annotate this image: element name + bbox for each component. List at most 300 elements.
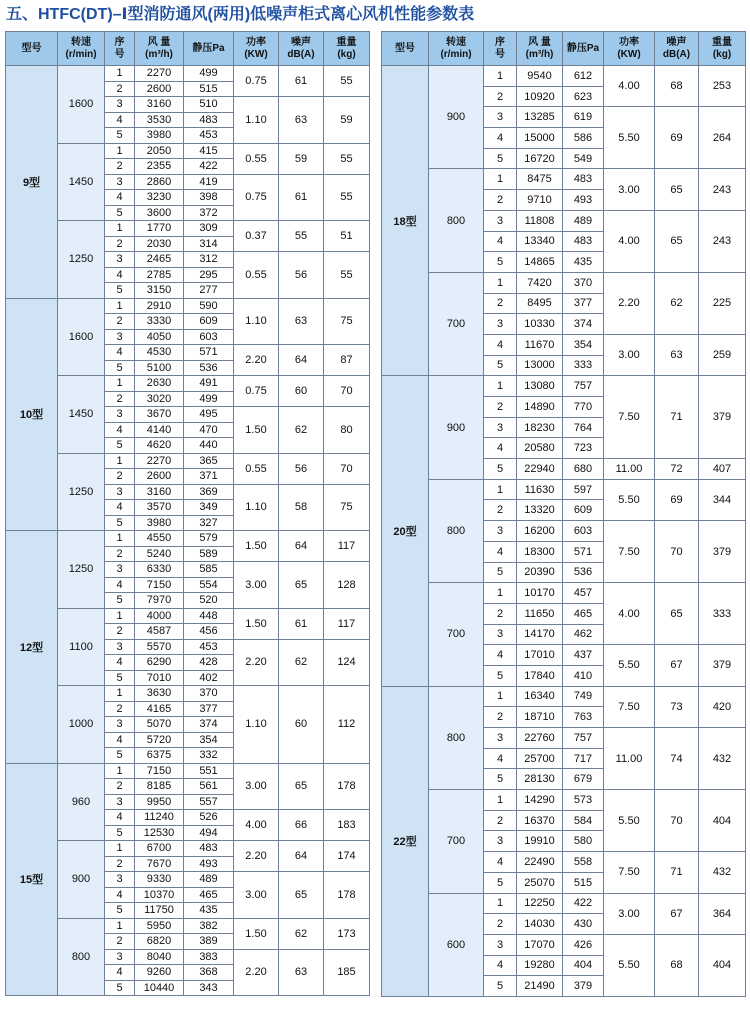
table-row <box>382 376 746 397</box>
flow-cell: 3980 <box>135 128 184 144</box>
pressure-cell: 374 <box>184 717 234 733</box>
left-spec-table <box>5 31 370 996</box>
seq-cell: 5 <box>105 438 135 454</box>
flow-cell: 17010 <box>517 645 563 666</box>
header-pressure: 静压Pa <box>184 32 234 66</box>
power-cell: 11.00 <box>604 728 655 790</box>
flow-cell: 5950 <box>135 918 184 934</box>
flow-cell: 14030 <box>517 914 563 935</box>
pressure-cell: 580 <box>563 831 604 852</box>
speed-cell: 1450 <box>58 376 105 454</box>
speed-cell: 1450 <box>58 143 105 221</box>
weight-cell: 379 <box>699 376 746 459</box>
noise-cell: 61 <box>279 608 324 639</box>
noise-cell: 62 <box>279 918 324 949</box>
seq-cell: 1 <box>484 169 517 190</box>
seq-cell: 3 <box>105 562 135 578</box>
noise-cell: 61 <box>279 66 324 97</box>
pressure-cell: 371 <box>184 469 234 485</box>
seq-cell: 2 <box>484 397 517 418</box>
table-row <box>6 841 370 857</box>
noise-cell: 64 <box>279 841 324 872</box>
flow-cell: 10170 <box>517 583 563 604</box>
pressure-cell: 327 <box>184 515 234 531</box>
pressure-cell: 749 <box>563 686 604 707</box>
pressure-cell: 554 <box>184 577 234 593</box>
seq-cell: 4 <box>105 190 135 206</box>
seq-cell: 5 <box>484 459 517 480</box>
speed-cell: 960 <box>58 763 105 841</box>
pressure-cell: 623 <box>563 86 604 107</box>
seq-cell: 3 <box>484 417 517 438</box>
noise-cell: 60 <box>279 686 324 764</box>
seq-cell: 5 <box>105 980 135 996</box>
pressure-cell: 398 <box>184 190 234 206</box>
header-flow: 风 量 (m³/h) <box>517 32 563 66</box>
power-cell: 4.00 <box>604 66 655 107</box>
flow-cell: 16370 <box>517 810 563 831</box>
seq-cell: 1 <box>105 763 135 779</box>
flow-cell: 18710 <box>517 707 563 728</box>
flow-cell: 13320 <box>517 500 563 521</box>
pressure-cell: 295 <box>184 267 234 283</box>
seq-cell: 5 <box>105 205 135 221</box>
flow-cell: 6330 <box>135 562 184 578</box>
speed-cell: 800 <box>429 169 484 272</box>
flow-cell: 11808 <box>517 210 563 231</box>
seq-cell: 1 <box>105 686 135 702</box>
flow-cell: 15000 <box>517 128 563 149</box>
flow-cell: 4140 <box>135 422 184 438</box>
pressure-cell: 680 <box>563 459 604 480</box>
noise-cell: 63 <box>655 334 699 375</box>
seq-cell: 5 <box>484 562 517 583</box>
pressure-cell: 422 <box>184 159 234 175</box>
weight-cell: 185 <box>324 949 370 996</box>
flow-cell: 12250 <box>517 893 563 914</box>
pressure-cell: 333 <box>563 355 604 376</box>
flow-cell: 2630 <box>135 376 184 392</box>
pressure-cell: 453 <box>184 128 234 144</box>
pressure-cell: 465 <box>184 887 234 903</box>
pressure-cell: 536 <box>184 360 234 376</box>
table-row <box>6 221 370 237</box>
noise-cell: 62 <box>279 639 324 686</box>
weight-cell: 174 <box>324 841 370 872</box>
pressure-cell: 573 <box>563 790 604 811</box>
seq-cell: 1 <box>105 143 135 159</box>
pressure-cell: 493 <box>184 856 234 872</box>
table-row <box>382 272 746 293</box>
seq-cell: 5 <box>105 128 135 144</box>
seq-cell: 4 <box>105 887 135 903</box>
flow-cell: 16200 <box>517 521 563 542</box>
flow-cell: 4620 <box>135 438 184 454</box>
pressure-cell: 571 <box>184 345 234 361</box>
seq-cell: 1 <box>105 221 135 237</box>
seq-cell: 5 <box>484 148 517 169</box>
seq-cell: 1 <box>484 893 517 914</box>
pressure-cell: 757 <box>563 728 604 749</box>
noise-cell: 73 <box>655 686 699 727</box>
weight-cell: 243 <box>699 169 746 210</box>
pressure-cell: 549 <box>563 148 604 169</box>
weight-cell: 333 <box>699 583 746 645</box>
header-flow: 风 量 (m³/h) <box>135 32 184 66</box>
seq-cell: 1 <box>484 66 517 87</box>
right-spec-table <box>381 31 746 997</box>
pressure-cell: 723 <box>563 438 604 459</box>
power-cell: 2.20 <box>234 345 279 376</box>
pressure-cell: 483 <box>184 841 234 857</box>
pressure-cell: 558 <box>563 852 604 873</box>
header-noise: 噪声 dB(A) <box>655 32 699 66</box>
flow-cell: 20580 <box>517 438 563 459</box>
pressure-cell: 349 <box>184 500 234 516</box>
seq-cell: 3 <box>484 831 517 852</box>
pressure-cell: 571 <box>563 541 604 562</box>
seq-cell: 2 <box>484 914 517 935</box>
pressure-cell: 419 <box>184 174 234 190</box>
seq-cell: 2 <box>105 469 135 485</box>
seq-cell: 4 <box>484 128 517 149</box>
flow-cell: 11750 <box>135 903 184 919</box>
seq-cell: 5 <box>484 769 517 790</box>
flow-cell: 4050 <box>135 329 184 345</box>
noise-cell: 69 <box>655 479 699 520</box>
pressure-cell: 717 <box>563 748 604 769</box>
flow-cell: 4550 <box>135 531 184 547</box>
seq-cell: 2 <box>105 391 135 407</box>
power-cell: 1.10 <box>234 298 279 345</box>
noise-cell: 74 <box>655 728 699 790</box>
pressure-cell: 597 <box>563 479 604 500</box>
seq-cell: 3 <box>484 624 517 645</box>
speed-cell: 700 <box>429 583 484 686</box>
table-row <box>382 893 746 914</box>
table-row <box>382 583 746 604</box>
pressure-cell: 536 <box>563 562 604 583</box>
power-cell: 0.75 <box>234 66 279 97</box>
power-cell: 3.00 <box>604 169 655 210</box>
flow-cell: 2030 <box>135 236 184 252</box>
flow-cell: 10370 <box>135 887 184 903</box>
weight-cell: 225 <box>699 272 746 334</box>
noise-cell: 65 <box>279 763 324 810</box>
weight-cell: 183 <box>324 810 370 841</box>
model-cell: 12型 <box>6 531 58 764</box>
pressure-cell: 382 <box>184 918 234 934</box>
pressure-cell: 456 <box>184 624 234 640</box>
noise-cell: 72 <box>655 459 699 480</box>
pressure-cell: 489 <box>184 872 234 888</box>
seq-cell: 4 <box>105 267 135 283</box>
power-cell: 5.50 <box>604 107 655 169</box>
flow-cell: 9710 <box>517 190 563 211</box>
seq-cell: 4 <box>484 541 517 562</box>
noise-cell: 60 <box>279 376 324 407</box>
pressure-cell: 499 <box>184 391 234 407</box>
flow-cell: 16720 <box>517 148 563 169</box>
table-row <box>6 66 370 82</box>
seq-cell: 3 <box>105 949 135 965</box>
seq-cell: 1 <box>484 790 517 811</box>
noise-cell: 70 <box>655 790 699 852</box>
flow-cell: 11240 <box>135 810 184 826</box>
seq-cell: 2 <box>484 190 517 211</box>
flow-cell: 7670 <box>135 856 184 872</box>
flow-cell: 7010 <box>135 670 184 686</box>
flow-cell: 22940 <box>517 459 563 480</box>
flow-cell: 25070 <box>517 872 563 893</box>
model-cell: 22型 <box>382 686 429 996</box>
speed-cell: 1250 <box>58 531 105 609</box>
model-cell: 20型 <box>382 376 429 686</box>
flow-cell: 6700 <box>135 841 184 857</box>
power-cell: 1.50 <box>234 407 279 454</box>
flow-cell: 19910 <box>517 831 563 852</box>
flow-cell: 2860 <box>135 174 184 190</box>
flow-cell: 8495 <box>517 293 563 314</box>
pressure-cell: 579 <box>184 531 234 547</box>
seq-cell: 2 <box>484 500 517 521</box>
noise-cell: 62 <box>279 407 324 454</box>
seq-cell: 2 <box>484 603 517 624</box>
seq-cell: 4 <box>105 577 135 593</box>
flow-cell: 17840 <box>517 665 563 686</box>
seq-cell: 3 <box>484 521 517 542</box>
noise-cell: 71 <box>655 852 699 893</box>
seq-cell: 4 <box>105 345 135 361</box>
pressure-cell: 377 <box>563 293 604 314</box>
seq-cell: 1 <box>105 531 135 547</box>
noise-cell: 56 <box>279 453 324 484</box>
flow-cell: 2270 <box>135 66 184 82</box>
weight-cell: 117 <box>324 608 370 639</box>
pressure-cell: 603 <box>563 521 604 542</box>
flow-cell: 11630 <box>517 479 563 500</box>
noise-cell: 70 <box>655 521 699 583</box>
header-speed: 转速 (r/min) <box>58 32 105 66</box>
pressure-cell: 372 <box>184 205 234 221</box>
table-row <box>6 453 370 469</box>
pressure-cell: 757 <box>563 376 604 397</box>
weight-cell: 55 <box>324 174 370 221</box>
flow-cell: 9260 <box>135 965 184 981</box>
seq-cell: 2 <box>484 707 517 728</box>
power-cell: 0.75 <box>234 174 279 221</box>
pressure-cell: 462 <box>563 624 604 645</box>
power-cell: 0.55 <box>234 252 279 299</box>
seq-cell: 3 <box>105 252 135 268</box>
pressure-cell: 483 <box>563 169 604 190</box>
flow-cell: 9330 <box>135 872 184 888</box>
pressure-cell: 370 <box>184 686 234 702</box>
speed-cell: 800 <box>429 686 484 789</box>
power-cell: 11.00 <box>604 459 655 480</box>
flow-cell: 22760 <box>517 728 563 749</box>
pressure-cell: 561 <box>184 779 234 795</box>
seq-cell: 4 <box>484 334 517 355</box>
pressure-cell: 309 <box>184 221 234 237</box>
model-cell: 15型 <box>6 763 58 996</box>
weight-cell: 344 <box>699 479 746 520</box>
power-cell: 7.50 <box>604 852 655 893</box>
seq-cell: 5 <box>484 665 517 686</box>
pressure-cell: 603 <box>184 329 234 345</box>
seq-cell: 5 <box>105 748 135 764</box>
pressure-cell: 495 <box>184 407 234 423</box>
header-seq: 序 号 <box>105 32 135 66</box>
flow-cell: 14890 <box>517 397 563 418</box>
seq-cell: 1 <box>105 298 135 314</box>
seq-cell: 3 <box>484 107 517 128</box>
speed-cell: 900 <box>429 66 484 169</box>
power-cell: 0.55 <box>234 143 279 174</box>
seq-cell: 2 <box>105 159 135 175</box>
seq-cell: 2 <box>484 810 517 831</box>
seq-cell: 2 <box>484 293 517 314</box>
power-cell: 3.00 <box>234 562 279 609</box>
seq-cell: 1 <box>484 583 517 604</box>
power-cell: 1.10 <box>234 686 279 764</box>
speed-cell: 600 <box>429 893 484 996</box>
weight-cell: 75 <box>324 484 370 531</box>
weight-cell: 87 <box>324 345 370 376</box>
table-header-row <box>6 32 370 66</box>
pressure-cell: 764 <box>563 417 604 438</box>
pressure-cell: 389 <box>184 934 234 950</box>
power-cell: 1.50 <box>234 918 279 949</box>
noise-cell: 59 <box>279 143 324 174</box>
weight-cell: 51 <box>324 221 370 252</box>
weight-cell: 243 <box>699 210 746 272</box>
power-cell: 5.50 <box>604 934 655 996</box>
noise-cell: 65 <box>655 210 699 272</box>
pressure-cell: 515 <box>563 872 604 893</box>
seq-cell: 4 <box>105 732 135 748</box>
pressure-cell: 483 <box>184 112 234 128</box>
power-cell: 7.50 <box>604 521 655 583</box>
seq-cell: 4 <box>105 965 135 981</box>
table-row <box>6 686 370 702</box>
seq-cell: 2 <box>105 856 135 872</box>
header-seq: 序 号 <box>484 32 517 66</box>
pressure-cell: 354 <box>563 334 604 355</box>
flow-cell: 5240 <box>135 546 184 562</box>
flow-cell: 2465 <box>135 252 184 268</box>
header-weight: 重量 (kg) <box>699 32 746 66</box>
weight-cell: 112 <box>324 686 370 764</box>
noise-cell: 71 <box>655 376 699 459</box>
flow-cell: 13340 <box>517 231 563 252</box>
flow-cell: 11650 <box>517 603 563 624</box>
flow-cell: 3530 <box>135 112 184 128</box>
flow-cell: 18230 <box>517 417 563 438</box>
power-cell: 5.50 <box>604 645 655 686</box>
pressure-cell: 277 <box>184 283 234 299</box>
table-row <box>6 608 370 624</box>
flow-cell: 6820 <box>135 934 184 950</box>
flow-cell: 6375 <box>135 748 184 764</box>
weight-cell: 379 <box>699 645 746 686</box>
weight-cell: 379 <box>699 521 746 583</box>
pressure-cell: 763 <box>563 707 604 728</box>
pressure-cell: 510 <box>184 97 234 113</box>
seq-cell: 3 <box>105 484 135 500</box>
seq-cell: 4 <box>105 500 135 516</box>
power-cell: 1.10 <box>234 484 279 531</box>
flow-cell: 11670 <box>517 334 563 355</box>
flow-cell: 1770 <box>135 221 184 237</box>
weight-cell: 128 <box>324 562 370 609</box>
flow-cell: 14865 <box>517 252 563 273</box>
pressure-cell: 557 <box>184 794 234 810</box>
flow-cell: 7150 <box>135 577 184 593</box>
flow-cell: 14170 <box>517 624 563 645</box>
flow-cell: 2600 <box>135 81 184 97</box>
seq-cell: 3 <box>105 639 135 655</box>
power-cell: 1.10 <box>234 97 279 144</box>
flow-cell: 3160 <box>135 484 184 500</box>
power-cell: 0.37 <box>234 221 279 252</box>
seq-cell: 2 <box>105 934 135 950</box>
speed-cell: 900 <box>429 376 484 479</box>
noise-cell: 64 <box>279 345 324 376</box>
seq-cell: 2 <box>105 546 135 562</box>
flow-cell: 3020 <box>135 391 184 407</box>
pressure-cell: 494 <box>184 825 234 841</box>
pressure-cell: 377 <box>184 701 234 717</box>
header-speed: 转速 (r/min) <box>429 32 484 66</box>
speed-cell: 1100 <box>58 608 105 686</box>
seq-cell: 3 <box>105 97 135 113</box>
seq-cell: 2 <box>105 779 135 795</box>
power-cell: 4.00 <box>604 583 655 645</box>
header-power: 功率 (KW) <box>234 32 279 66</box>
pressure-cell: 428 <box>184 655 234 671</box>
noise-cell: 65 <box>279 872 324 919</box>
seq-cell: 3 <box>484 210 517 231</box>
table-row <box>382 169 746 190</box>
seq-cell: 2 <box>484 86 517 107</box>
noise-cell: 67 <box>655 645 699 686</box>
seq-cell: 3 <box>105 407 135 423</box>
pressure-cell: 491 <box>184 376 234 392</box>
table-row <box>382 790 746 811</box>
power-cell: 0.55 <box>234 453 279 484</box>
header-model: 型号 <box>6 32 58 66</box>
seq-cell: 4 <box>484 852 517 873</box>
pressure-cell: 619 <box>563 107 604 128</box>
pressure-cell: 422 <box>563 893 604 914</box>
power-cell: 2.20 <box>604 272 655 334</box>
header-model: 型号 <box>382 32 429 66</box>
seq-cell: 1 <box>484 272 517 293</box>
pressure-cell: 430 <box>563 914 604 935</box>
seq-cell: 2 <box>105 701 135 717</box>
weight-cell: 404 <box>699 790 746 852</box>
weight-cell: 404 <box>699 934 746 996</box>
pressure-cell: 585 <box>184 562 234 578</box>
flow-cell: 13080 <box>517 376 563 397</box>
noise-cell: 63 <box>279 298 324 345</box>
flow-cell: 28130 <box>517 769 563 790</box>
power-cell: 0.75 <box>234 376 279 407</box>
seq-cell: 1 <box>105 453 135 469</box>
power-cell: 5.50 <box>604 479 655 520</box>
weight-cell: 253 <box>699 66 746 107</box>
